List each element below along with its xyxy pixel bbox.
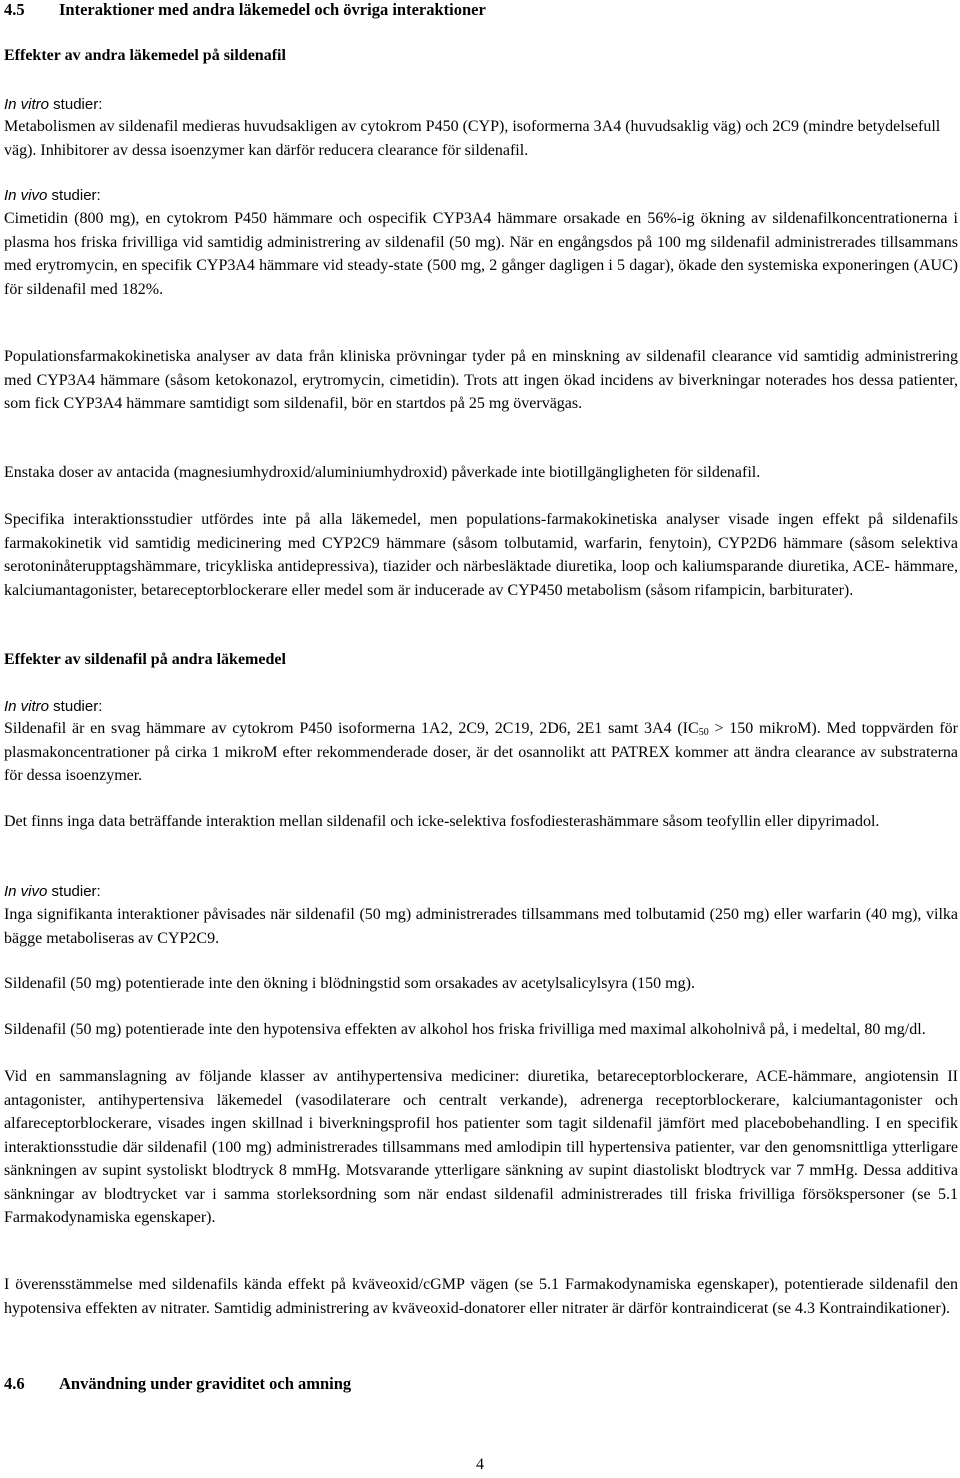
ic50-subscript: 50 <box>698 727 709 738</box>
paragraph-acetylsalicylsyra: Sildenafil (50 mg) potentierade inte den ökning i blödningstid som orsakades av acetylsalicylsyra (150 mg). <box>4 975 695 992</box>
section-title: Interaktioner med andra läkemedel och övriga interaktioner <box>59 0 486 19</box>
section-number-4-6: 4.6 <box>4 1374 25 1393</box>
paragraph-nitrater: I överensstämmelse med sildenafils kända effekt på kväveoxid/cGMP vägen (se 5.1 Farmakodynamiska egenskaper), potentierade sildenafil den hypotensiva effekten av nitrater. Samtidig administrering av kväveoxid-donatorer eller nitrater är därför kontraindicerat (se 4.3 Kontraindikationer). <box>4 1276 958 1317</box>
paragraph-teofyllin: Det finns inga data beträffande interaktion mellan sildenafil och icke-selektiva fosfodiesterashämmare såsom teofyllin eller dipyrimadol. <box>4 813 880 830</box>
label-in-vitro-rest-2: studier: <box>49 698 103 715</box>
subheading-effects-of-other-drugs: Effekter av andra läkemedel på sildenafil <box>4 47 286 64</box>
weak-inhibitor-text-2: > 150 mikroM). Med toppvärden för plasmakoncentrationer på cirka 1 mikroM efter rekommenderade doser, är det osannolikt att PATREX kommer att ändra clearance av substraterna för dessa isoenzymer. <box>4 720 958 784</box>
label-in-vitro-studies <box>4 93 958 117</box>
paragraph-weak-inhibitor <box>4 717 958 788</box>
label-in-vivo-italic-2: In vivo <box>4 883 48 900</box>
label-in-vitro-studies-2 <box>4 695 958 719</box>
label-in-vitro-italic: In vitro <box>4 96 50 113</box>
section-number: 4.5 <box>4 0 25 19</box>
paragraph-cimetidin: Cimetidin (800 mg), en cytokrom P450 hämmare och ospecifik CYP3A4 hämmare orsakade en 56%-ig ökning av sildenafilkoncentrationerna i plasma hos friska frivilliga vid samtidig administrering av sildenafil (50 mg). När en engångsdos på 100 mg sildenafil administrerades tillsammans med erytromycin, en specifik CYP3A4 hämmare vid steady-state (500 mg, 2 gånger dagligen i 5 dagar), ökade den systemiska exponeringen (AUC) för sildenafil med 182%. <box>4 210 958 298</box>
paragraph-tolbutamid: Inga signifikanta interaktioner påvisades när sildenafil (50 mg) administrerades tillsammans med tolbutamid (250 mg) eller warfarin (40 mg), vilka bägge metaboliseras av CYP2C9. <box>4 906 958 947</box>
paragraph-alkohol: Sildenafil (50 mg) potentierade inte den hypotensiva effekten av alkohol hos friska frivilliga med maximal alkoholnivå på, i medeltal, 80 mg/dl. <box>4 1021 926 1038</box>
paragraph-antacida: Enstaka doser av antacida (magnesiumhydroxid/aluminiumhydroxid) påverkade inte biotillgängligheten för sildenafil. <box>4 464 761 481</box>
paragraph-antihypertensiva: Vid en sammanslagning av följande klasser av antihypertensiva mediciner: diuretika, betareceptorblockerare, ACE-hämmare, angiotensin II antagonister, antihypertensiva läkemedel (vasodilaterare och centralt verkande), adrenerga receptorblockerare, kalciumantagonister och alfareceptorblockerare, visades ingen skillnad i biverkningsprofil hos patienter som tagit sildenafil jämfört med placebobehandling. I en specifik interaktionsstudie där sildenafil (100 mg) administrerades tillsammans med amlodipin till hypertensiva patienter, var den genomsnittliga ytterligare sänkningen av supint systoliskt blodtryck 8 mmHg. Motsvarande ytterligare sänkning av supint diastoliskt blodtryck var 7 mmHg. Dessa additiva sänkningar av blodtrycket var i samma storleksordning som när endast sildenafil administrerades till friska frivilliga försökspersoner (se 5.1 Farmakodynamiska egenskaper). <box>4 1068 958 1226</box>
section-heading-4-6 <box>4 1374 351 1394</box>
page-number: 4 <box>476 1456 484 1473</box>
subheading-effects-on-other-drugs: Effekter av sildenafil på andra läkemedel <box>4 651 286 668</box>
label-in-vitro-rest: studier: <box>49 96 103 113</box>
label-in-vivo-rest-2: studier: <box>47 883 101 900</box>
weak-inhibitor-text-1: Sildenafil är en svag hämmare av cytokrom P450 isoformerna 1A2, 2C9, 2C19, 2D6, 2E1 samt 3A4 (IC <box>4 720 699 737</box>
section-heading-4-5 <box>4 0 486 20</box>
label-in-vivo-italic: In vivo <box>4 187 48 204</box>
section-title-4-6: Användning under graviditet och amning <box>59 1374 352 1393</box>
label-in-vivo-rest: studier: <box>47 187 101 204</box>
label-in-vivo-studies <box>4 184 958 208</box>
paragraph-specific-interaction: Specifika interaktionsstudier utfördes inte på alla läkemedel, men populations-farmakokinetiska analyser visade ingen effekt på sildenafils farmakokinetik vid samtidig medicinering med CYP2C9 hämmare (såsom tolbutamid, warfarin, fenytoin), CYP2D6 hämmare (såsom selektiva serotoninåterupptagshämmare, tricykliska antidepressiva), tiazider och närbesläktade diuretika, loop och kaliumsparande diuretika, ACE- hämmare, kalciumantagonister, betareceptorblockerare eller medel som är inducerade av CYP450 metabolism (såsom rifampicin, barbiturater). <box>4 511 958 599</box>
label-in-vitro-italic-2: In vitro <box>4 698 50 715</box>
paragraph-metabolism: Metabolismen av sildenafil medieras huvudsakligen av cytokrom P450 (CYP), isoformerna 3A4 (huvudsaklig väg) och 2C9 (mindre betydelsefull väg). Inhibitorer av dessa isoenzymer kan därför reducera clearance för sildenafil. <box>4 118 941 159</box>
label-in-vivo-studies-2 <box>4 880 958 904</box>
paragraph-population-pk: Populationsfarmakokinetiska analyser av data från kliniska prövningar tyder på en minskning av sildenafil clearance vid samtidig administrering med CYP3A4 hämmare (såsom ketokonazol, erytromycin, cimetidin). Trots att ingen ökad incidens av biverkningar noterades hos dessa patienter, som fick CYP3A4 hämmare samtidigt som sildenafil, bör en startdos på 25 mg övervägas. <box>4 348 958 412</box>
